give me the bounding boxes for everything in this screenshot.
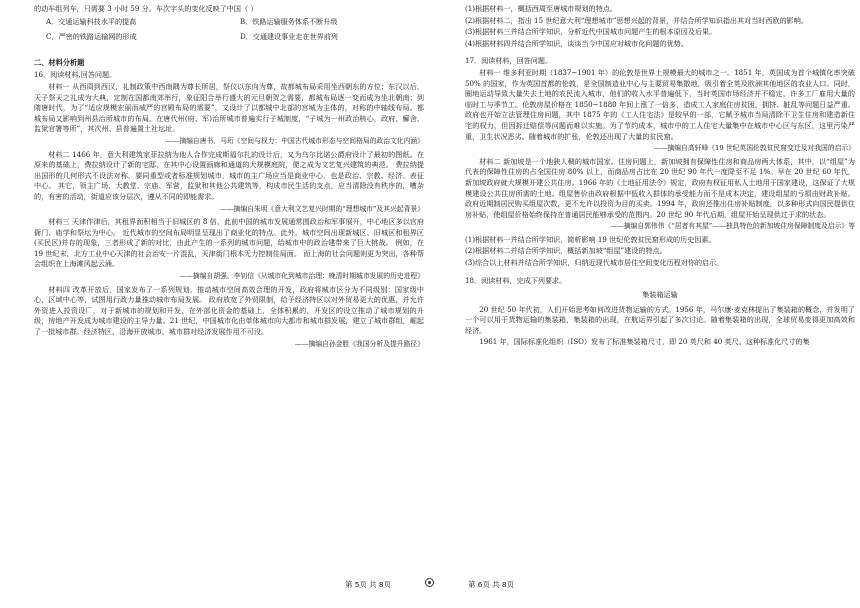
q16-material-2: 材料二 1466 年，意大利建筑家菲拉纳为他人合作完成斯福尔扎的设计后，又为乌尔比诺公爵府设计了最初的图纸。在原来的基础上，费拉纳设计了新的宅邸，在其中心设置画廊和通道的大规模庭院，便之成为文艺复兴建筑的典范。 费拉纳提出国形的几何形式不设法对称，要同重型或者标准规划城市，城市的主广场应当是商业中心，也是政治、宗教、经济、表征中心。 其它，领主广场、大教堂、宗庙、军营，监狱和其他公共建筑等，构成市民生活的支点，应当清除没有秩序的，嘈杂的，有害的活动，街道应该分层次，遵从不同的即能需求。 [34,149,424,201]
q16-subquestion-1: (1)根据材料一，概括西周至唐城市规划的特点。 [465,4,617,13]
footer-right-page-number: 第 6页 共 8页 [468,580,515,589]
question-15-stem: 的动车组列车，只需要 3 小时 59 分。车次字头的变化反映了中国（ ） [34,4,258,13]
binding-circle-icon [425,578,434,587]
q16-source-4: ——摘编自孙金胜《我国分析及提升路径》 [294,339,424,348]
q16-material-1: 材料一 从西周到西汉，礼制政策中西南隅为尊长所居，祭仪以东向为尊，故都城布局采用坐西朝东的方位；东汉以后，天子祭天之礼成为大典，定制在国都南郊举行，象征阳合举行盛大的元旦朝贺之需要，都城布局逐一变而成为坐北朝南；到隋唐时代，为了“适应规模宏丽而威严的宫殿布局的需要”，又设计了以都城中北部的宫城为主体的，对称的中轴线布局。都城布局又影响到州县治所城市的布局，在唐代州(府、军)治所城市普遍实行子城制度，“子城为一州政治核心，政府、廨舍、监狱官署等所”，其次州、县普遍置土社坛址。 [34,81,424,134]
q17-subquestion-3: (3)综合以上材料并结合所学知识，归纳近现代城市居住空间变化历程对你的启示。 [465,258,724,268]
q16-subquestion-3: (3)根据材料三并结合所学知识，分析近代中国城市问题产生的根本原因及后果。 [465,27,717,37]
option-b[interactable]: B．铁路运输服务体系不断升级 [240,16,338,26]
q16-source-3: ——摘编自胡强、李钊信《从城市化到城市治理：晚清时期城市发展的历史进程》 [179,272,424,281]
question-18-title: 18．阅读材料，完成下列要求。 [465,275,567,285]
q17-subquestion-1: (1)根据材料一并结合所学知识，简析影响 19 世纪伦敦贫民窟形成的历史因素。 [465,234,716,244]
q16-source-1: ——摘编自唐书、马珩《空间与权力：中国古代城市形态与空间格局的政治文化内涵》 [165,136,424,145]
q18-paragraph-2: 1961 年，国际标准化组织（ISO）发布了标准集装箱尺寸，即 20 英尺和 40 英尺。这种标准化尺寸的集 [479,336,810,346]
right-page-column [465,0,855,347]
q17-material-1: 材料一 维多利亚时期（1837~1901 年）的伦敦是世界上规模最大的城市之一。1851 年，英国成为首个城镇化率突破 50% 的国家，作为英国首都的伦敦，是全国制造业中心与主要贸易集散地，吸引着全英及欧洲其他地区的农业人口。同时，圈地运动导致大量失去土地的农民流入城市，他们的收入水平普遍低下，当时英国市场经济并不稳定，许多工厂雇用大量的临时工与季节工。伦敦房屋价格在 1850~1880 年间上涨了一倍多，造成工人家庭住房贫困，拥挤、脏乱等问题日益严重。政府也开始立法管理住房问题，其中 1875 年的《工人住宅法》是较早的一部，它赋予城市当局清除不卫生住房和建造新住宅的权力，但因拆迁赔偿等问题而难以实施。为了节约成本，城市中的工人住宅大量集中在城市中心区与东区，这里污染严重，卫生状况恶劣。随着城市的扩张，伦敦还出现了大量的贫民窟。 [465,67,855,141]
q16-material-4: 材料四 改革开放后，国家发布了一系列规划，推动城市空间高效合理的开发，政府将城市区分为不同级别：国家级中心、区域中心等，试图用行政力量推动城市布局发展。 政府放宽了外贸限制，给予经济特区以对外贸易更大的优惠，并允许外资进入投资设厂，对于新城市的规划和开发，在外部化资金的基础上，全体积累的，开发区的设立推动了城市规划的升级，房地产开发成为城市建设的主导力量。21 世纪，中国城市化由单体城市向大都市和城市群发展，建立了城市群组，崛起了一批城市群。经济特区、沿海开放城市、城市群对经济发展作用不可没。 [34,284,424,337]
q17-material-2: 材料二 新加坡是一个地狭人稠的城市国家。住房问题上，新加坡拥有保障性住房和商品房两大体系，其中，以“组屋”为代表的保障性住房的占全国住房 80% 以上，而商品房占比在 20 世纪 90 年代一度降至不足 1%。早在 20 世纪 60 年代，新加坡政府就大规模开建公共住房。1966 年的《土地征用法令》规定，政府有权征用私人土地用于国家建设，这保证了大规模建设公共住房所需的土地。组屋售价由政府根据中低收入群体的承受能力而不是成本决定，建设组屋的亏损由财政补贴。政府近期制居民购买组屋次数，更不允许以投资为目的买卖。1994 年，政府还推出住房补贴制度，以多种形式向国民提供住房补贴，使组屋价格始终保持在普通居民能够承受的范围内。20 世纪 90 年代后期，组屋开始呈现供过于求的状态。 [465,156,855,219]
q16-material-3: 材料三 天津作律后，其租界面积相当于旧城区的 8 倍，此前中国的城市发展通常围政治和军事展开，中心地区多以官府衙门、庙学和祭坛为中心。 近代城市的空间布局明显呈现出了商业化的特点。此外，城市空间出现新城区、旧城区和租界区(买民区)并存的现象，三者形成了新的对比，由此产生的一系列的城市问题，给城市中的政治建带来了巨大挑战。 例如，在 19 世纪末，北方工业中心天津的社会治安一片混乱，天津街门根本无力控制住局面。 而上海的社会问题则更为突出，各种帮会组织在上海滩风起云涌。 [34,217,424,269]
left-page-column [34,0,424,352]
q16-subquestion-4: (4)根据材料四并结合所学知识，谈谈当今中国应对城市化问题的优势。 [465,38,688,48]
q17-source-1: ——摘编自高轩峰《19 世纪英国伦敦贫民窟变迁及对我国的启示》 [653,144,855,153]
q16-subquestion-2: (2)根据材料二，指出 15 世纪意大利“理想城市”思想兴起的背景，并结合所学知识指出其对当时西欧的影响。 [465,15,808,25]
option-c[interactable]: C．严密的铁路运输网的形成 [46,32,137,42]
question-17-title: 17．阅读材料，回答问题。 [465,56,553,66]
q17-subquestion-2: (2)根据材料二并结合所学知识，概括新加坡“组屋”建设的特点。 [465,246,667,256]
q18-passage-title: 集装箱运输 [642,290,678,300]
question-15-options [46,17,424,48]
option-a[interactable]: A．交通运输科技水平的提高 [46,16,137,26]
question-16-title: 16．阅读材料,回答问题。 [34,70,117,80]
footer-left-page-number: 第 5页 共 8页 [345,580,392,589]
q18-paragraph-1: 20 世纪 50 年代初，人们开始思考如何改进货物运输的方式。1956 年，马尔康·麦克林提出了集装箱的概念，并发明了一个可以用于货物运输的集装箱，集装箱的出现，在航运界引起了多次讨论。随着集装箱的出现，全球贸易变得更加高效和经济。 [465,304,855,336]
q17-source-2: ——摘编自郭伟伟《“居者有其屋”——独具特色的新加坡住房保障制度及启示》等 [610,222,855,231]
section-heading: 二、材料分析题 [34,57,85,67]
option-d[interactable]: D．交通建设事业走在世界前列 [240,32,338,42]
q16-source-2: ——摘编自朱明《意大利文艺复兴时期的“理想城市”及其兴起背景》 [219,204,424,213]
